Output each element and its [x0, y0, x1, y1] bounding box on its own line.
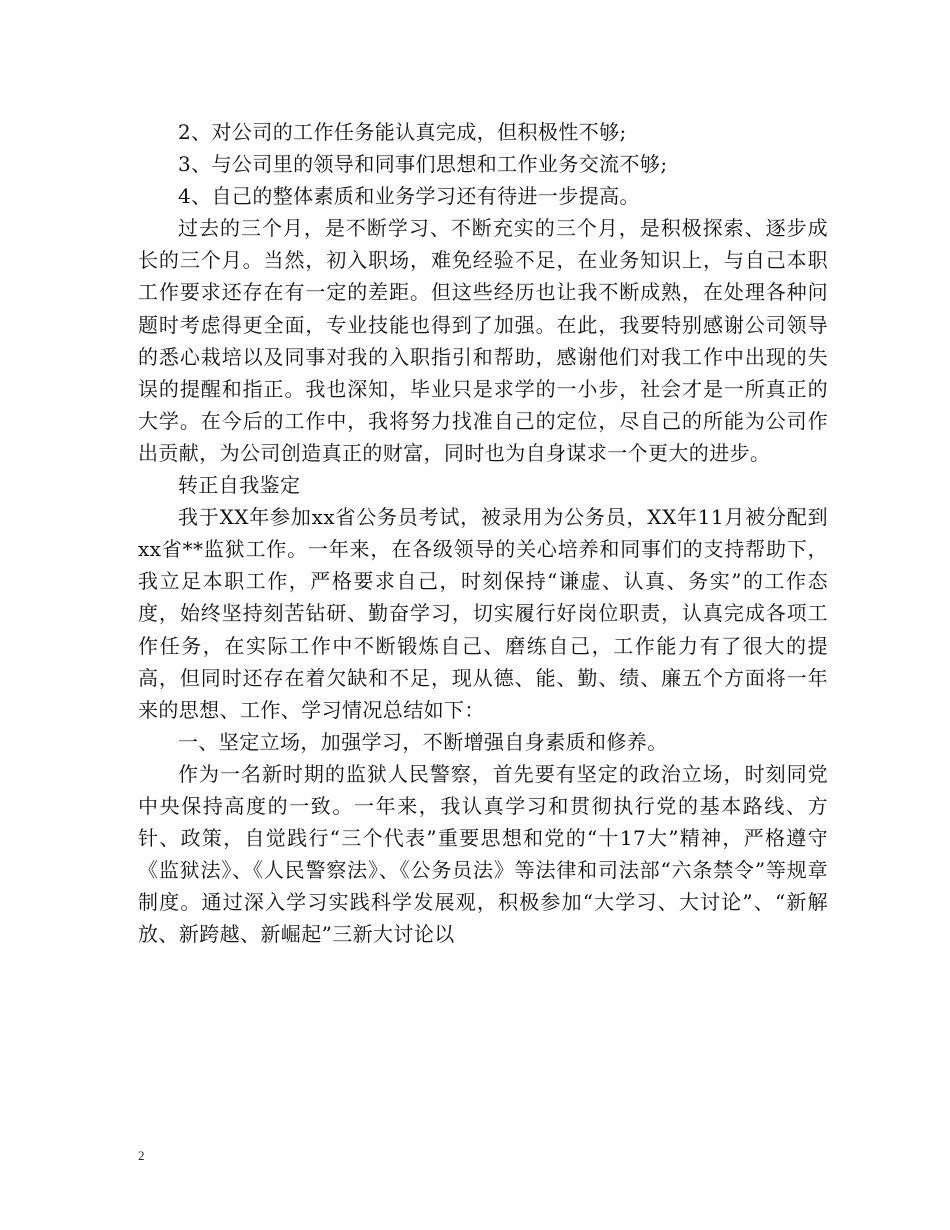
document-body	[138, 116, 828, 950]
list-item-3: 3、与公司里的领导和同事们思想和工作业务交流不够;	[178, 152, 668, 177]
section-heading: 转正自我鉴定	[178, 473, 301, 498]
list-item-2: 2、对公司的工作任务能认真完成，但积极性不够;	[178, 120, 627, 144]
list-item-4: 4、自己的整体素质和业务学习还有待进一步提高。	[178, 184, 640, 209]
body-paragraph-intro: 我于XX年参加xx省公务员考试，被录用为公务员，XX年11月被分配到xx省**监狱工作。一年来，在各级领导的关心培养和同事们的支持帮助下，我立足本职工作，严格要求自己，时刻保持“谦虚、认真、务实”的工作态度，始终坚持刻苦钻研、勤奋学习，切实履行好岗位职责，认真完成各项工作任务，在实际工作中不断锻炼自己、磨练自己，工作能力有了很大的提高，但同时还存在着欠缺和不足，现从德、能、勤、绩、廉五个方面将一年来的思想、工作、学习情况总结如下：	[138, 505, 828, 722]
page-number: 2	[138, 1148, 145, 1163]
body-paragraph-summary: 过去的三个月，是不断学习、不断充实的三个月，是积极探索、逐步成长的三个月。当然，初入职场，难免经验不足，在业务知识上，与自己本职工作要求还存在有一定的差距。但这些经历也让我不断成熟，在处理各种问题时考虑得更全面，专业技能也得到了加强。在此，我要特别感谢公司领导的悉心栽培以及同事对我的入职指引和帮助，感谢他们对我工作中出现的失误的提醒和指正。我也深知，毕业只是求学的一小步，社会才是一所真正的大学。在今后的工作中，我将努力找准自己的定位，尽自己的所能为公司作出贡献，为公司创造真正的财富，同时也为自身谋求一个更大的进步。	[138, 216, 828, 465]
subsection-heading: 一、坚定立场，加强学习，不断增强自身素质和修养。	[178, 729, 668, 754]
body-paragraph-politics: 作为一名新时期的监狱人民警察，首先要有坚定的政治立场，时刻同党中央保持高度的一致。一年来，我认真学习和贯彻执行党的基本路线、方针、政策，自觉践行“三个代表”重要思想和党的“十17大”精神，严格遵守《监狱法》、《人民警察法》、《公务员法》等法律和司法部“六条禁令”等规章制度。通过深入学习实践科学发展观，积极参加“大学习、大讨论”、“新解放、新跨越、新崛起”三新大讨论以	[138, 761, 828, 947]
